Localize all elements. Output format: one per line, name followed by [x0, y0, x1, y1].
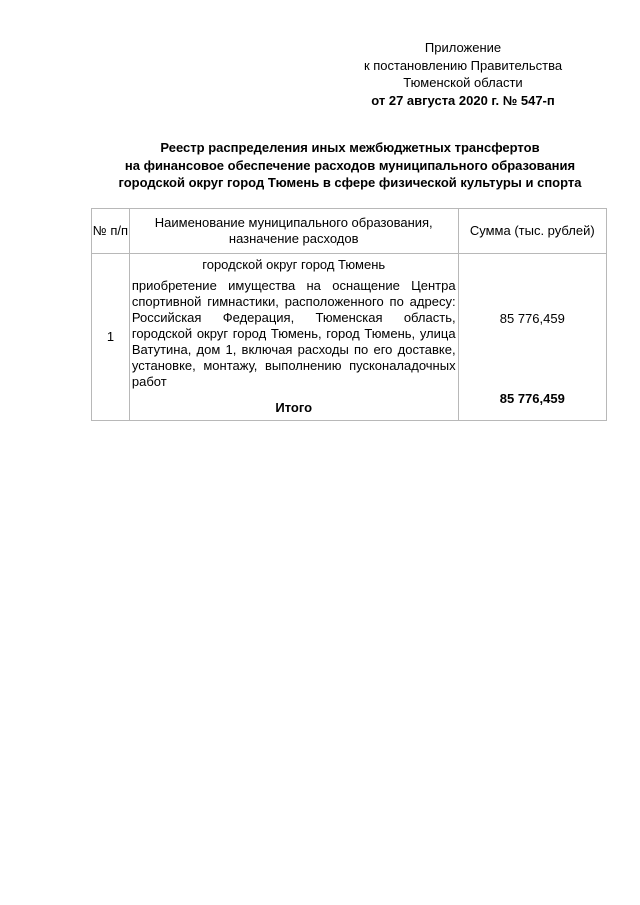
row-name-cell — [129, 254, 458, 421]
appendix-label: Приложение — [424, 40, 502, 55]
row-num: 1 — [92, 254, 130, 421]
title-line-3: городской округ город Тюмень в сфере физической культуры и спорта — [118, 175, 582, 190]
row-sum: 85 776,459 — [499, 311, 565, 326]
appendix-block — [333, 39, 593, 109]
row-sum-cell — [458, 254, 606, 421]
appendix-region: Тюменской области — [403, 75, 523, 90]
appendix-date-number: от 27 августа 2020 г. № 547-п — [371, 92, 555, 108]
document-title — [60, 139, 640, 192]
total-label: Итого — [275, 400, 313, 415]
header-sum: Сумма (тыс. рублей) — [458, 209, 606, 254]
table-row — [92, 254, 607, 421]
title-line-2: на финансовое обеспечение расходов муниципального образования — [124, 157, 576, 173]
total-sum: 85 776,459 — [499, 391, 565, 406]
title-line-1: Реестр распределения иных межбюджетных трансфертов — [160, 140, 540, 155]
table-header-row — [92, 209, 607, 254]
appendix-resolution: к постановлению Правительства — [363, 57, 563, 73]
row-recipient: городской округ город Тюмень — [202, 257, 386, 272]
registry-table — [91, 208, 607, 421]
header-num: № п/п — [92, 209, 130, 254]
row-purpose: приобретение имущества на оснащение Центра спортивной гимнастики, расположенного по адресу: Российская Федерация, Тюменская область, городской округ город Тюмень, город Тюмень, улица Ватутина, дом 1, включая расходы по его доставке, установке, монтажу, выполнению пусконаладочных работ — [131, 278, 456, 389]
header-name: Наименование муниципального образования, назначение расходов — [129, 209, 458, 254]
